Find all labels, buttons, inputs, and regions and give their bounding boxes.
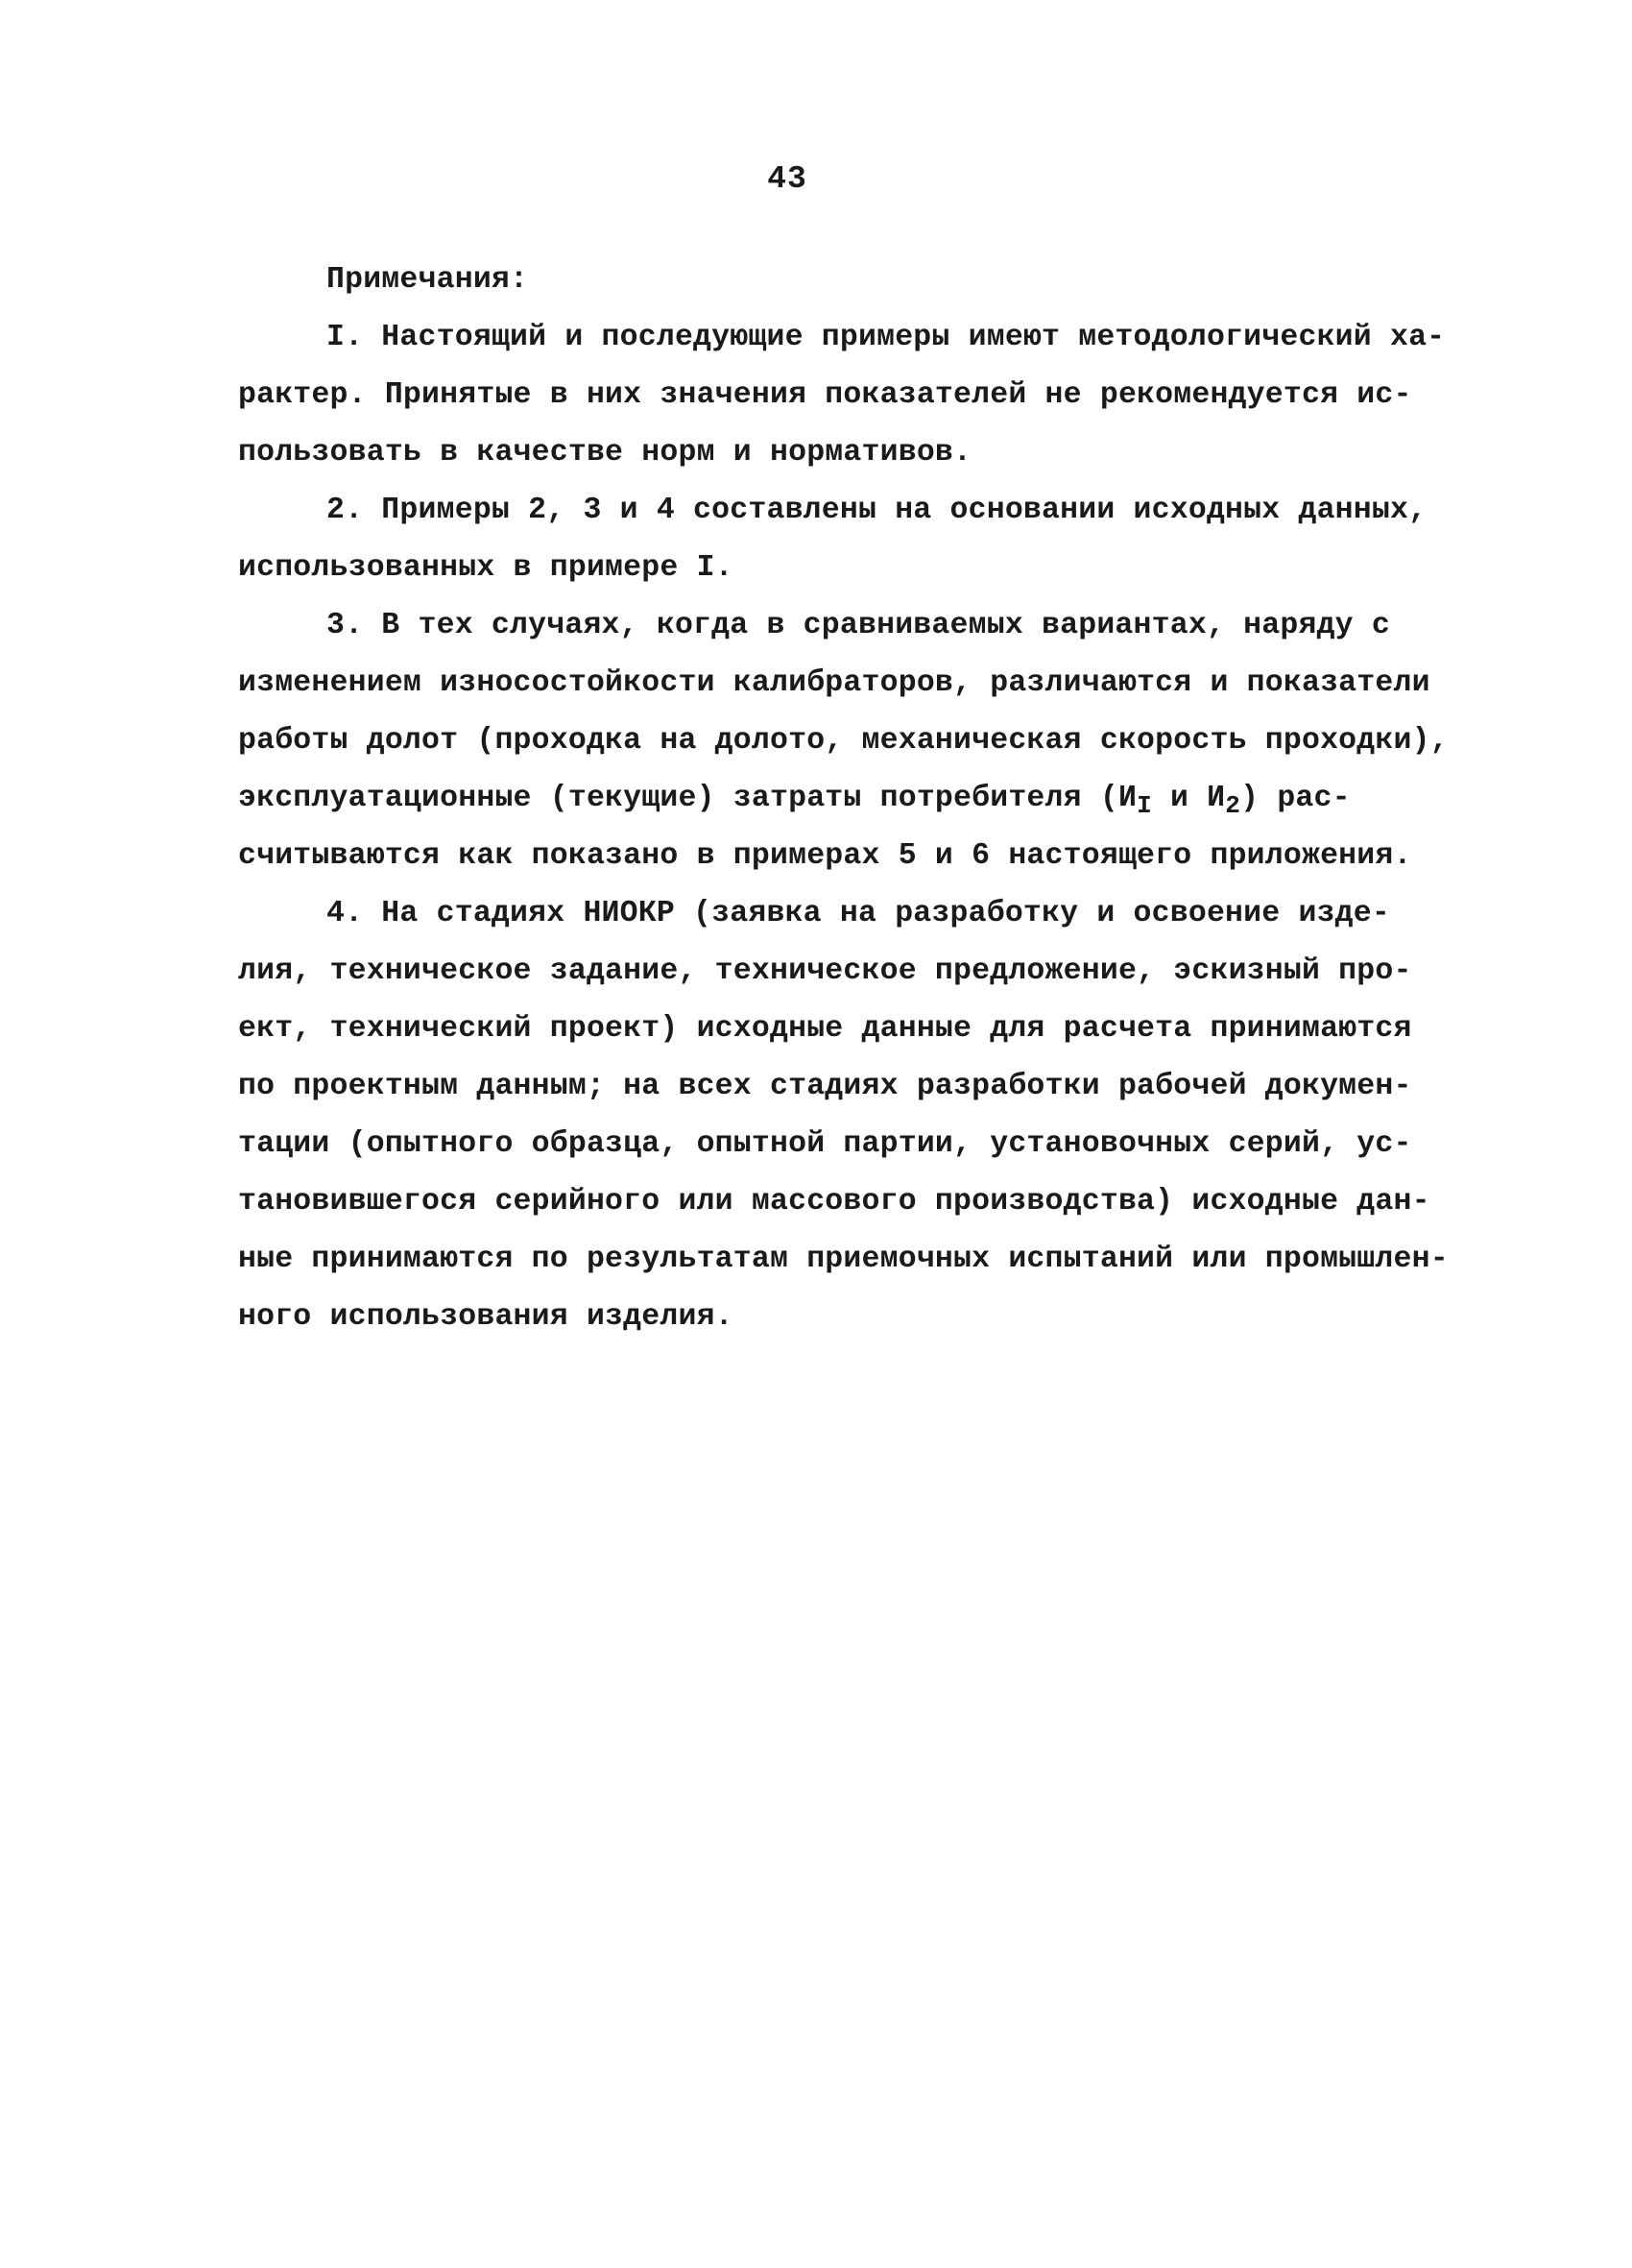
note-line: I. Настоящий и последующие примеры имеют методологический ха- [326,321,1446,354]
note-line: рактер. Принятые в них значения показателей не рекомендуется ис- [238,378,1412,412]
note-line: 2. Примеры 2, 3 и 4 составлены на основании исходных данных, [326,494,1428,527]
note-line: 4. На стадиях НИОКР (заявка на разработку и освоение изде- [326,897,1390,930]
note-line: пользовать в качестве норм и нормативов. [238,436,972,470]
formula-text-after: ) рас- [1240,782,1351,815]
subscript-index-2: 2 [1225,791,1241,820]
note-3 [238,597,1449,885]
note-line: по проектным данным; на всех стадиях разработки рабочей докумен- [238,1070,1412,1103]
formula-text-before: эксплуатационные (текущие) затраты потребителя (И [238,782,1138,815]
note-4 [238,885,1449,1346]
note-line: работы долот (проходка на долото, механическая скорость проходки), [238,724,1449,758]
note-line: ного использования изделия. [238,1300,733,1334]
note-line: ные принимаются по результатам приемочных испытаний или промышлен- [238,1243,1449,1276]
note-line: изменением износостойкости калибраторов, различаются и показатели [238,666,1430,700]
formula-text-middle: и И [1151,782,1226,815]
note-line: тановившегося серийного или массового производства) исходные дан- [238,1185,1430,1218]
notes-section [238,252,1449,1346]
note-2 [238,482,1428,597]
note-line: считываются как показано в примерах 5 и 6 настоящего приложения. [238,839,1412,873]
page-number: 43 [767,161,807,197]
note-line: 3. В тех случаях, когда в сравниваемых вариантах, наряду с [326,609,1390,642]
notes-heading: Примечания: [326,263,529,297]
note-1 [238,309,1446,482]
note-line: ект, технический проект) исходные данные для расчета принимаются [238,1012,1412,1046]
note-line: использованных в примере I. [238,551,733,585]
note-line: лия, техническое задание, техническое предложение, эскизный про- [238,954,1412,988]
note-line: тации (опытного образца, опытной партии, установочных серий, ус- [238,1127,1412,1161]
subscript-index-1: I [1137,791,1152,820]
note-formula-line [238,770,1419,828]
